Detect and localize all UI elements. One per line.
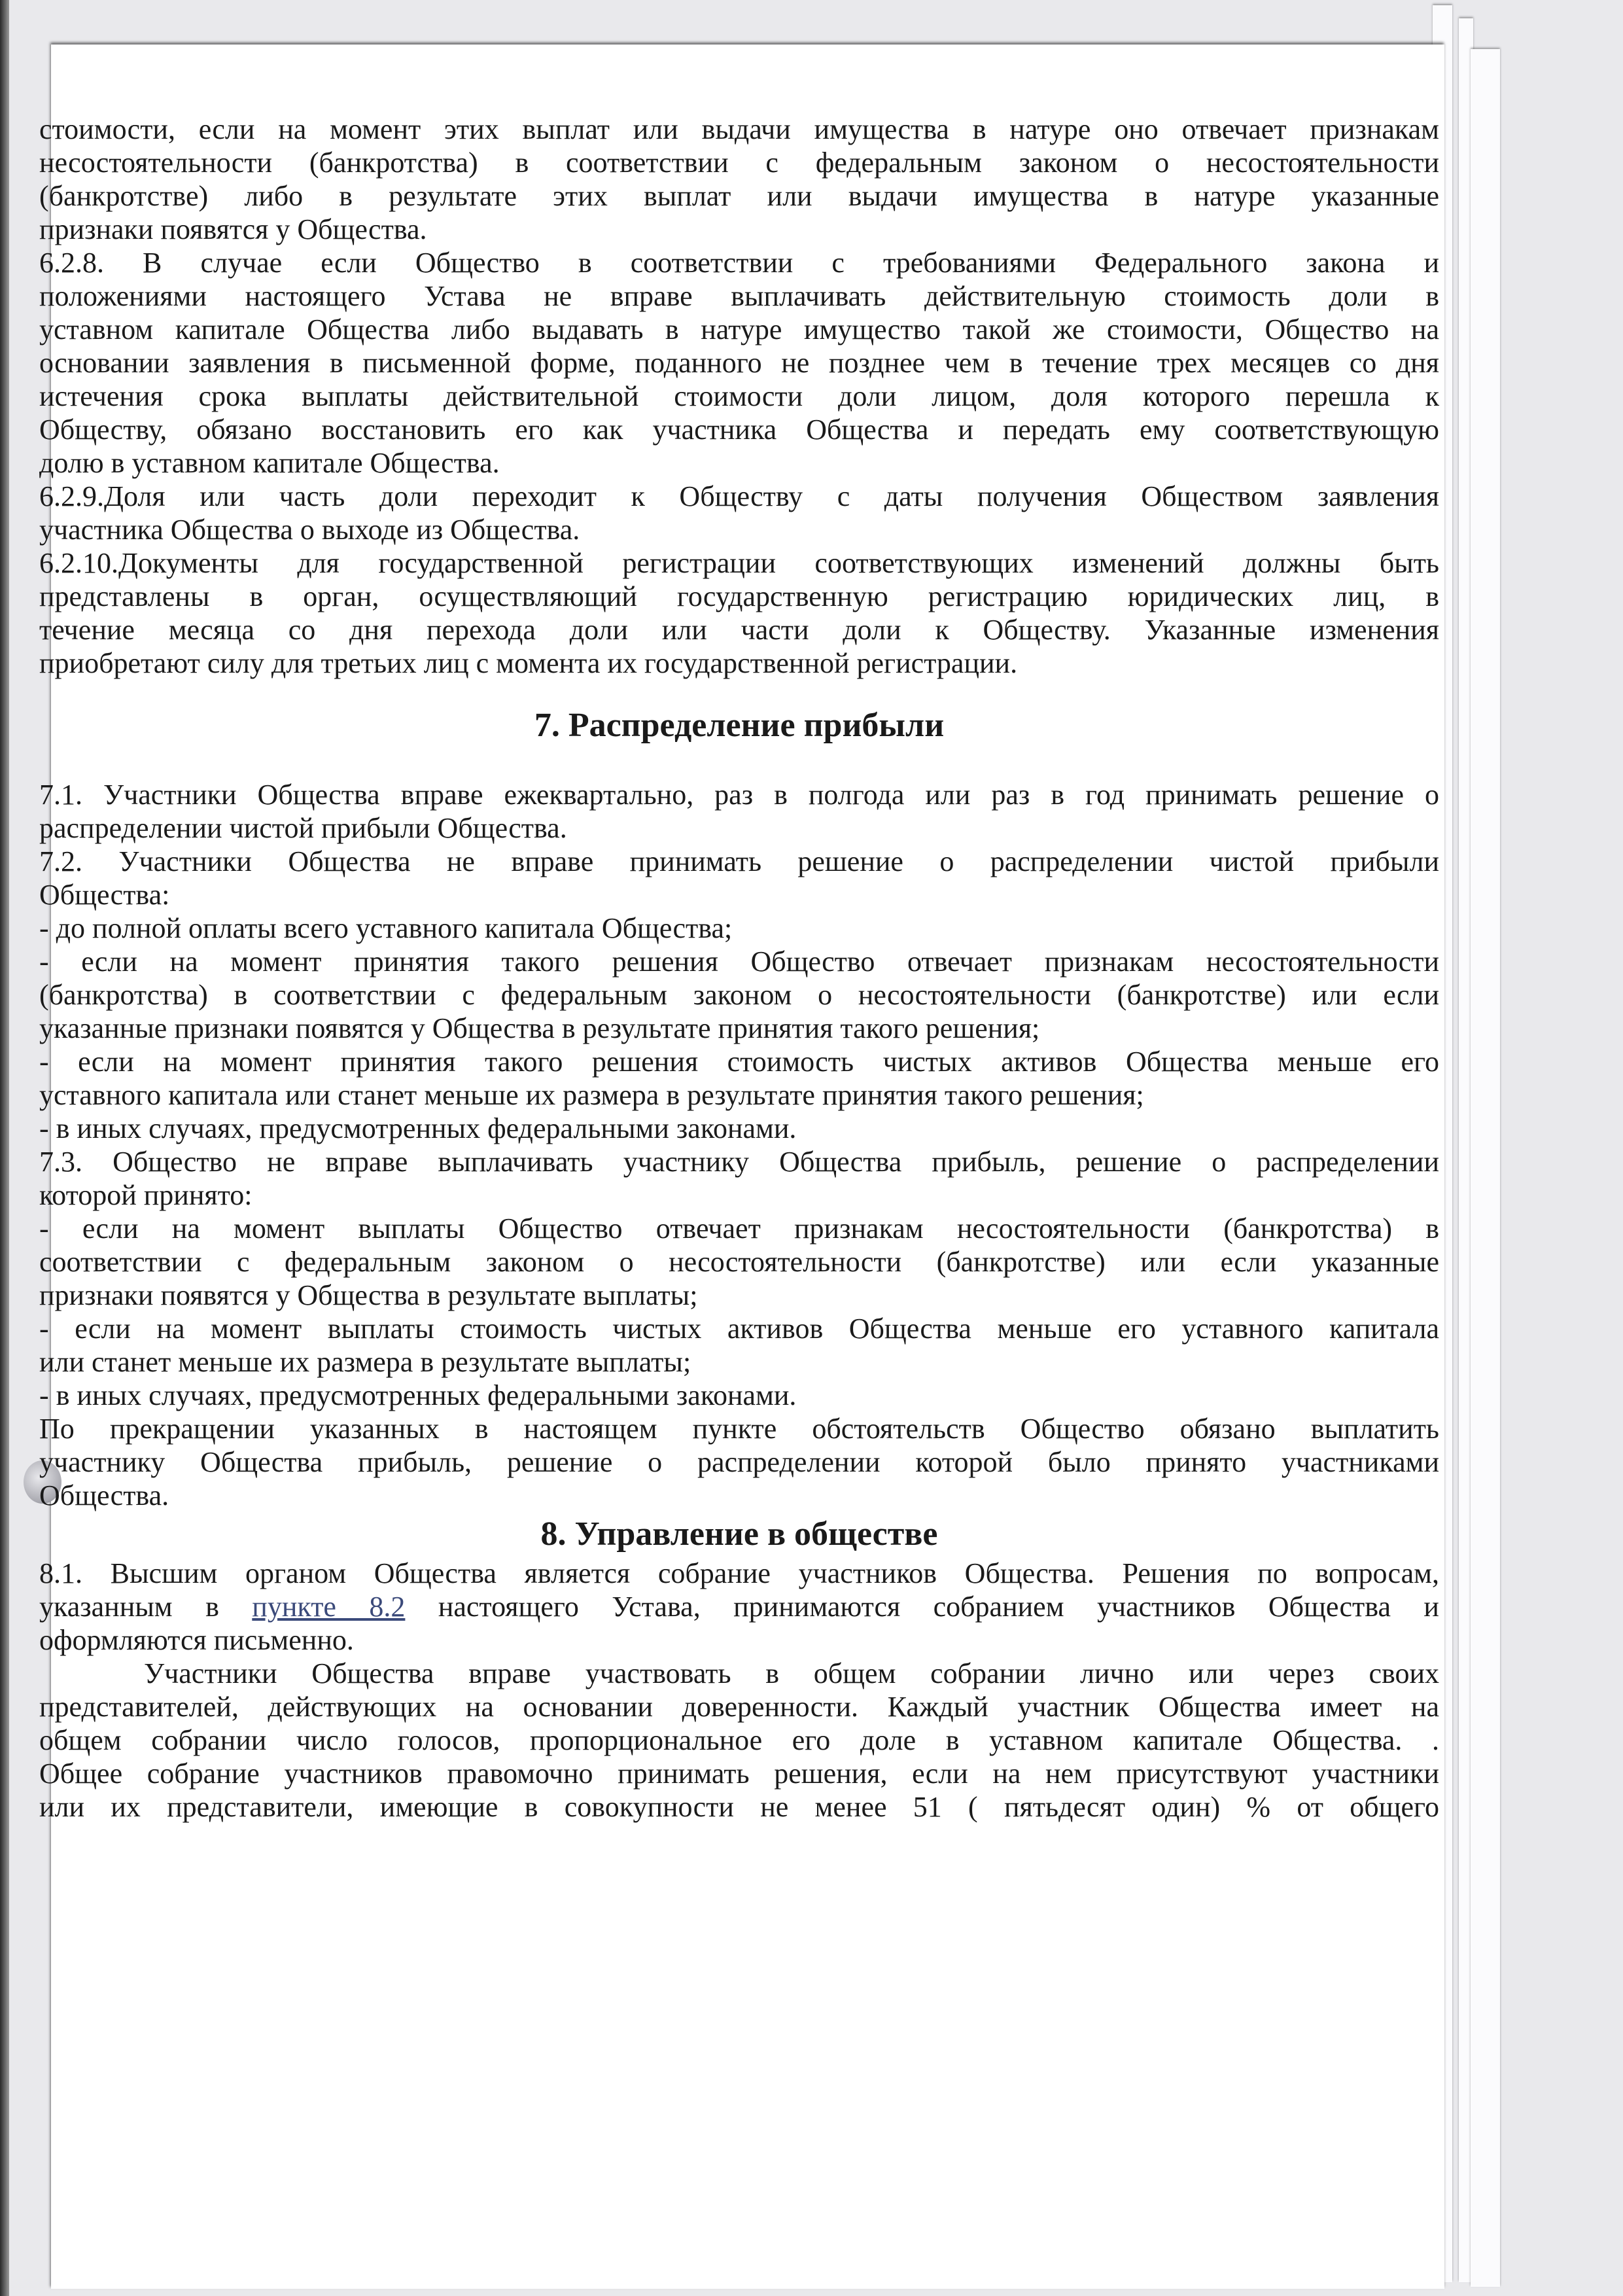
- text-line: 6.2.10.Документы для государственной регистрации соответствующих изменений должны быть: [39, 547, 1439, 579]
- section-8: [39, 1515, 1439, 1824]
- section-7-heading: 7. Распределение прибыли: [534, 707, 945, 744]
- text-line: 6.2.9.Доля или часть доли переходит к Обществу с даты получения Обществом заявления: [39, 480, 1439, 512]
- text-line: 8.1. Высшим органом Общества является собрание участников Общества. Решения по вопросам,: [39, 1557, 1439, 1589]
- text-line: Общее собрание участников правомочно принимать решения, если на нем присутствуют участники: [39, 1757, 1439, 1790]
- text-line: общем собрании число голосов, пропорциональное его доле в уставном капитале Общества. .: [39, 1724, 1439, 1756]
- text-line: признаки появятся у Общества в результате выплаты;: [39, 1279, 698, 1311]
- text-line: Участники Общества вправе участвовать в общем собрании лично или через своих: [144, 1657, 1439, 1689]
- text-line: или станет меньше их размера в результате выплаты;: [39, 1346, 691, 1378]
- text-line: течение месяца со дня перехода доли или части доли к Обществу. Указанные изменения: [39, 614, 1439, 646]
- text-fragment: указанным в: [39, 1591, 253, 1623]
- section-8-heading: 8. Управление в обществе: [540, 1515, 938, 1553]
- scanner-edge: [0, 0, 9, 2296]
- text-line: уставного капитала или станет меньше их размера в результате принятия такого решения;: [39, 1079, 1144, 1111]
- text-line: уставном капитале Общества либо выдавать в натуре имущество такой же стоимости, Общество на: [39, 313, 1439, 345]
- clause-8-2-link[interactable]: пункте 8.2: [252, 1591, 406, 1623]
- text-line: представлены в орган, осуществляющий государственную регистрацию юридических лиц, в: [39, 580, 1439, 612]
- text-line: участнику Общества прибыль, решение о распределении которой было принято участниками: [39, 1446, 1439, 1478]
- document-body: [39, 113, 1439, 1824]
- text-line: долю в уставном капитале Общества.: [39, 447, 500, 479]
- text-line: - если на момент принятия такого решения стоимость чистых активов Общества меньше его: [39, 1046, 1439, 1078]
- text-line: (банкротстве) либо в результате этих выплат или выдачи имущества в натуре указанные: [39, 180, 1439, 212]
- text-fragment: настоящего Устава, принимаются собранием участников Общества и: [405, 1591, 1439, 1623]
- text-line: По прекращении указанных в настоящем пункте обстоятельств Общество обязано выплатить: [39, 1413, 1439, 1445]
- text-line: признаки появятся у Общества.: [39, 213, 427, 245]
- text-line: (банкротства) в соответствии с федеральным законом о несостоятельности (банкротстве) или если: [39, 979, 1439, 1011]
- text-line: 6.2.8. В случае если Общество в соответствии с требованиями Федерального закона и: [39, 247, 1439, 279]
- text-line: Общества:: [39, 879, 170, 911]
- text-line: Общества.: [39, 1479, 169, 1511]
- text-line: оформляются письменно.: [39, 1624, 354, 1656]
- text-line: истечения срока выплаты действительной стоимости доли лицом, доля которого перешла к: [39, 380, 1439, 412]
- text-line: или их представители, имеющие в совокупности не менее 51 ( пятьдесят один) % от общего: [39, 1791, 1439, 1823]
- stacked-page-edge: [1471, 49, 1500, 2287]
- text-line: указанные признаки появятся у Общества в результате принятия такого решения;: [39, 1012, 1040, 1044]
- text-line: соответствии с федеральным законом о несостоятельности (банкротстве) или если указанные: [39, 1246, 1439, 1278]
- text-line: - в иных случаях, предусмотренных федеральными законами.: [39, 1379, 797, 1411]
- text-line: распределении чистой прибыли Общества.: [39, 812, 567, 844]
- text-line: Обществу, обязано восстановить его как участника Общества и передать ему соответствующую: [39, 414, 1439, 446]
- text-line: представителей, действующих на основании доверенности. Каждый участник Общества имеет на: [39, 1691, 1439, 1723]
- text-line: - если на момент выплаты стоимость чистых активов Общества меньше его уставного капитала: [39, 1313, 1439, 1345]
- text-line: основании заявления в письменной форме, поданного не позднее чем в течение трех месяцев со дня: [39, 347, 1439, 379]
- text-line: 7.1. Участники Общества вправе ежеквартально, раз в полгода или раз в год принимать решение о: [39, 779, 1439, 811]
- text-line: приобретают силу для третьих лиц с момента их государственной регистрации.: [39, 647, 1018, 679]
- text-line: - если на момент выплаты Общество отвечает признакам несостоятельности (банкротства) в: [39, 1212, 1439, 1245]
- text-line: - до полной оплаты всего уставного капитала Общества;: [39, 912, 733, 944]
- section-7: [39, 706, 1439, 1512]
- text-line-with-link: [39, 1590, 1439, 1623]
- text-line: которой принято:: [39, 1179, 253, 1211]
- text-line: - в иных случаях, предусмотренных федеральными законами.: [39, 1112, 797, 1144]
- text-line: - если на момент принятия такого решения Общество отвечает признакам несостоятельности: [39, 945, 1439, 978]
- text-line: несостоятельности (банкротства) в соответствии с федеральным законом о несостоятельности: [39, 147, 1439, 179]
- section-6-continuation: [39, 113, 1439, 680]
- text-line: положениями настоящего Устава не вправе выплачивать действительную стоимость доли в: [39, 280, 1439, 312]
- text-line: участника Общества о выходе из Общества.: [39, 514, 580, 546]
- text-line: 7.3. Общество не вправе выплачивать участнику Общества прибыль, решение о распределении: [39, 1146, 1439, 1178]
- text-line: стоимости, если на момент этих выплат или выдачи имущества в натуре оно отвечает признакам: [39, 113, 1439, 145]
- text-line: 7.2. Участники Общества не вправе принимать решение о распределении чистой прибыли: [39, 845, 1439, 877]
